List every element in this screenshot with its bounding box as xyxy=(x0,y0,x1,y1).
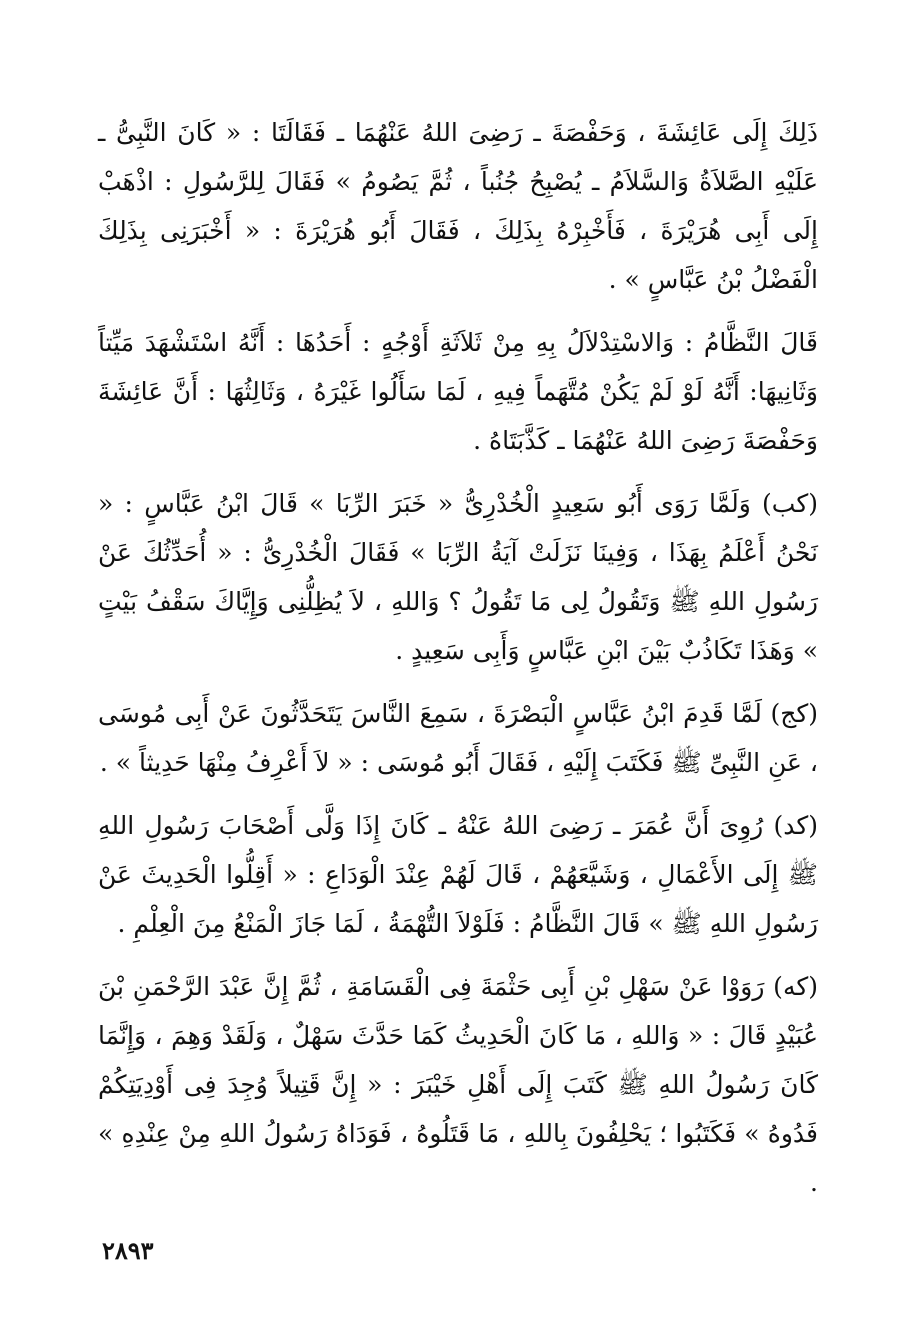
page-body xyxy=(98,108,818,1221)
paragraph-1: ذَلِكَ إِلَى عَائِشَةَ ، وَحَفْصَةَ ـ رَضِىَ اللهُ عَنْهُمَا ـ فَقَالَتَا : « كَانَ النَّبِىُّ ـ عَلَيْهِ الصَّلاَةُ وَالسَّلاَمُ ـ يُصْبِحُ جُنُباً ، ثُمَّ يَصُومُ » فَقَالَ لِلرَّسُولِ : اذْهَبْ إِلَى أَبِى هُرَيْرَةَ ، فَأَخْبِرْهُ بِذَلِكَ ، فَقَالَ أَبُو هُرَيْرَةَ : « أَخْبَرَنِى بِذَلِكَ الْفَضْلُ بْنُ عَبَّاسٍ » . xyxy=(98,118,818,294)
paragraph-2: قَالَ النَّظَّامُ : وَالاسْتِدْلاَلُ بِهِ مِنْ ثَلاَثَةِ أَوْجُهٍ : أَحَدُهَا : أَنَّهُ اسْتَشْهَدَ مَيِّتاً وَثَانِيهَا: أَنَّهُ لَوْ لَمْ يَكُنْ مُتَّهَماً فِيهِ ، لَمَا سَأَلُوا غَيْرَهُ ، وَثَالِثُهَا : أَنَّ عَائِشَةَ وَحَفْصَةَ رَضِىَ اللهُ عَنْهُمَا ـ كَذَّبَتَاهُ . xyxy=(98,328,818,455)
page-number: ٢٨٩٣ xyxy=(102,1236,154,1265)
paragraph-4: (كج) لَمَّا قَدِمَ ابْنُ عَبَّاسٍ الْبَصْرَةَ ، سَمِعَ النَّاسَ يَتَحَدَّثُونَ عَنْ أَبِى مُوسَى ، عَنِ النَّبِىِّ ﷺ فَكَتَبَ إِلَيْهِ ، فَقَالَ أَبُو مُوسَى : « لاَ أَعْرِفُ مِنْهَا حَدِيثاً » . xyxy=(98,699,818,777)
paragraph-3: (كب) وَلَمَّا رَوَى أَبُو سَعِيدٍ الْخُدْرِىُّ « خَبَرَ الرِّبَا » قَالَ ابْنُ عَبَّاسٍ : « نَحْنُ أَعْلَمُ بِهَذَا ، وَفِينَا نَزَلَتْ آيَةُ الرِّبَا » فَقَالَ الْخُدْرِىُّ : « أُحَدِّثُكَ عَنْ رَسُولِ اللهِ ﷺ وَتَقُولُ لِى مَا تَقُولُ ؟ وَاللهِ ، لاَ يُظِلُّنِى وَإِيَّاكَ سَقْفُ بَيْتٍ » وَهَذَا تَكَاذُبٌ بَيْنَ ابْنِ عَبَّاسٍ وَأَبِى سَعِيدٍ . xyxy=(98,489,818,665)
paragraph-5: (كد) رُوِىَ أَنَّ عُمَرَ ـ رَضِىَ اللهُ عَنْهُ ـ كَانَ إِذَا وَلَّى أَصْحَابَ رَسُولِ اللهِ ﷺ إِلَى الأَعْمَالِ ، وَشَيَّعَهُمْ ، قَالَ لَهُمْ عِنْدَ الْوَدَاعِ : « أَقِلُّوا الْحَدِيثَ عَنْ رَسُولِ اللهِ ﷺ » قَالَ النَّظَّامُ : فَلَوْلاَ التُّهْمَةُ ، لَمَا جَازَ الْمَنْعُ مِنَ الْعِلْمِ . xyxy=(98,811,818,938)
paragraph-6: (كه) رَوَوْا عَنْ سَهْلِ بْنِ أَبِى حَثْمَةَ فِى الْقَسَامَةِ ، ثُمَّ إِنَّ عَبْدَ الرَّحْمَنِ بْنَ عُبَيْدٍ قَالَ : « وَاللهِ ، مَا كَانَ الْحَدِيثُ كَمَا حَدَّثَ سَهْلٌ ، وَلَقَدْ وَهِمَ ، وَإِنَّمَا كَانَ رَسُولُ اللهِ ﷺ كَتَبَ إِلَى أَهْلِ خَيْبَرَ : « إِنَّ قَتِيلاً وُجِدَ فِى أَوْدِيَتِكُمْ فَدُوهُ » فَكَتَبُوا ؛ يَحْلِفُونَ بِاللهِ ، مَا قَتَلُوهُ ، فَوَدَاهُ رَسُولُ اللهِ مِنْ عِنْدِهِ » . xyxy=(98,972,818,1197)
